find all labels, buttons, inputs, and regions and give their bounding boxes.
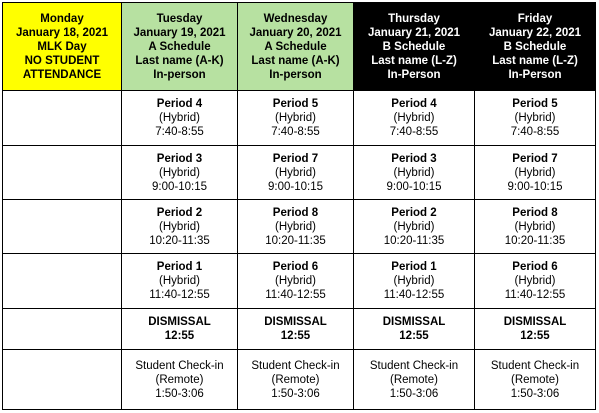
schedule-table	[2, 2, 596, 410]
period-title: Period 7	[512, 152, 558, 165]
period-mode: (Hybrid)	[275, 166, 316, 179]
period-title: Period 8	[512, 206, 558, 219]
period-time: 9:00-10:15	[507, 180, 563, 193]
period-cell	[354, 254, 475, 309]
checkin-cell	[475, 350, 596, 410]
dismissal-label: DISMISSAL	[148, 316, 211, 328]
header-wednesday	[238, 3, 354, 91]
checkin-cell	[238, 350, 354, 410]
period-title: Period 4	[156, 98, 203, 110]
period-title: Period 1	[391, 261, 437, 273]
period-time: 11:40-12:55	[383, 289, 445, 301]
dismissal-cell	[122, 309, 238, 350]
period-title: Period 6	[512, 261, 558, 273]
header-monday-date: January 18, 2021	[15, 26, 109, 39]
dismissal-label: DISMISSAL	[264, 316, 327, 328]
period-cell	[475, 254, 596, 309]
period-cell	[238, 200, 354, 254]
period-time: 11:40-12:55	[149, 289, 210, 301]
period-time: 10:20-11:35	[265, 234, 326, 247]
checkin-time: 1:50-3:06	[271, 387, 320, 400]
period-mode: (Hybrid)	[393, 220, 435, 233]
period-cell	[122, 200, 238, 254]
period-mode: (Hybrid)	[514, 112, 556, 124]
dismissal-time: 12:55	[164, 330, 195, 342]
checkin-row	[3, 350, 596, 410]
period-time: 10:20-11:35	[149, 234, 210, 247]
dismissal-label: DISMISSAL	[382, 316, 446, 328]
period-title: Period 4	[391, 98, 437, 110]
header-friday	[475, 3, 596, 91]
header-monday	[3, 3, 122, 91]
period-mode: (Hybrid)	[159, 275, 200, 287]
checkin-label: Student Check-in	[251, 359, 340, 372]
period-mode: (Hybrid)	[159, 220, 200, 233]
header-wednesday-lastname: Last name (A-K)	[251, 54, 340, 67]
checkin-mode: (Remote)	[511, 373, 559, 386]
period-time: 7:40-8:55	[389, 126, 439, 138]
period-time: 11:40-12:55	[265, 289, 326, 301]
monday-empty-cell	[3, 254, 122, 309]
checkin-time: 1:50-3:06	[510, 387, 560, 400]
checkin-cell	[122, 350, 238, 410]
header-thursday-schedule: B Schedule	[382, 40, 446, 53]
checkin-label: Student Check-in	[490, 359, 580, 372]
period-mode: (Hybrid)	[393, 166, 435, 179]
dismissal-time: 12:55	[520, 330, 550, 342]
checkin-mode: (Remote)	[271, 373, 320, 386]
period-cell	[238, 146, 354, 200]
period-time: 10:20-11:35	[504, 234, 566, 247]
period-mode: (Hybrid)	[159, 166, 200, 179]
monday-empty-cell	[3, 146, 122, 200]
period-title: Period 7	[272, 152, 319, 165]
header-friday-day: Friday	[517, 12, 553, 25]
period-time: 7:40-8:55	[155, 126, 204, 138]
period-title: Period 5	[512, 98, 558, 110]
header-tuesday-day: Tuesday	[156, 12, 203, 25]
header-monday-note-1: NO STUDENT	[24, 54, 100, 67]
header-thursday-date: January 21, 2021	[367, 26, 461, 39]
period-time: 9:00-10:15	[386, 180, 442, 193]
dismissal-row	[3, 309, 596, 350]
period-time: 9:00-10:15	[152, 180, 207, 193]
period-title: Period 1	[156, 261, 203, 273]
period-mode: (Hybrid)	[514, 275, 556, 287]
monday-empty-cell	[3, 309, 122, 350]
period-mode: (Hybrid)	[275, 112, 316, 124]
header-tuesday-date: January 19, 2021	[133, 26, 226, 39]
table-row	[3, 254, 596, 309]
dismissal-cell	[238, 309, 354, 350]
checkin-label: Student Check-in	[135, 359, 224, 372]
header-row	[3, 3, 596, 91]
dismissal-cell	[475, 309, 596, 350]
period-mode: (Hybrid)	[393, 275, 435, 287]
dismissal-cell	[354, 309, 475, 350]
period-time: 7:40-8:55	[271, 126, 320, 138]
checkin-label: Student Check-in	[369, 359, 459, 372]
monday-empty-cell	[3, 350, 122, 410]
period-mode: (Hybrid)	[275, 220, 316, 233]
period-cell	[122, 254, 238, 309]
period-title: Period 6	[272, 261, 319, 273]
dismissal-label: DISMISSAL	[503, 316, 567, 328]
period-title: Period 3	[156, 152, 203, 165]
period-title: Period 5	[272, 98, 319, 110]
header-monday-holiday: MLK Day	[37, 40, 87, 53]
header-thursday-day: Thursday	[388, 12, 440, 25]
period-cell	[475, 91, 596, 146]
header-friday-lastname: Last name (L-Z)	[492, 54, 578, 67]
header-monday-day: Monday	[40, 12, 84, 25]
header-tuesday-lastname: Last name (A-K)	[135, 54, 224, 67]
header-tuesday-mode: In-person	[153, 68, 206, 81]
checkin-mode: (Remote)	[390, 373, 438, 386]
period-mode: (Hybrid)	[275, 275, 316, 287]
period-mode: (Hybrid)	[514, 166, 556, 179]
header-wednesday-date: January 20, 2021	[249, 26, 342, 39]
header-thursday	[354, 3, 475, 91]
header-wednesday-mode: In-person	[269, 68, 322, 81]
dismissal-time: 12:55	[280, 330, 311, 342]
period-time: 9:00-10:15	[268, 180, 323, 193]
period-title: Period 2	[156, 206, 203, 219]
table-row	[3, 91, 596, 146]
period-cell	[122, 146, 238, 200]
header-monday-note-2: ATTENDANCE	[22, 68, 102, 81]
period-mode: (Hybrid)	[514, 220, 556, 233]
header-wednesday-schedule: A Schedule	[264, 40, 327, 53]
header-wednesday-day: Wednesday	[263, 12, 328, 25]
header-friday-mode: In-Person	[508, 68, 562, 81]
period-title: Period 8	[272, 206, 319, 219]
period-time: 7:40-8:55	[510, 126, 560, 138]
checkin-time: 1:50-3:06	[155, 387, 204, 400]
header-friday-schedule: B Schedule	[503, 40, 567, 53]
monday-empty-cell	[3, 200, 122, 254]
period-time: 11:40-12:55	[504, 289, 566, 301]
checkin-mode: (Remote)	[155, 373, 204, 386]
table-row	[3, 200, 596, 254]
checkin-cell	[354, 350, 475, 410]
table-row	[3, 146, 596, 200]
period-cell	[475, 200, 596, 254]
period-cell	[122, 91, 238, 146]
period-time: 10:20-11:35	[383, 234, 445, 247]
period-mode: (Hybrid)	[393, 112, 435, 124]
period-cell	[354, 200, 475, 254]
period-cell	[354, 91, 475, 146]
header-thursday-mode: In-Person	[387, 68, 441, 81]
dismissal-time: 12:55	[399, 330, 429, 342]
period-title: Period 2	[391, 206, 437, 219]
period-title: Period 3	[391, 152, 437, 165]
header-friday-date: January 22, 2021	[488, 26, 582, 39]
monday-empty-cell	[3, 91, 122, 146]
period-cell	[238, 254, 354, 309]
period-mode: (Hybrid)	[159, 112, 200, 124]
header-tuesday-schedule: A Schedule	[148, 40, 211, 53]
checkin-time: 1:50-3:06	[389, 387, 439, 400]
header-tuesday	[122, 3, 238, 91]
period-cell	[354, 146, 475, 200]
period-cell	[475, 146, 596, 200]
period-cell	[238, 91, 354, 146]
header-thursday-lastname: Last name (L-Z)	[371, 54, 457, 67]
